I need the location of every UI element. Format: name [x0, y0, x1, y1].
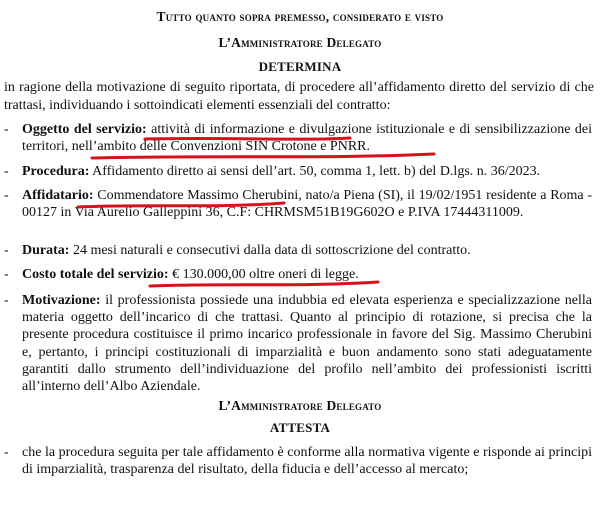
item-label: Durata: [22, 243, 70, 258]
item-text: Affidamento diretto ai sensi dell’art. 50, comma 1, lett. b) del D.lgs. n. 36/2023. [89, 164, 541, 179]
list-dash: - [4, 122, 9, 137]
heading-premesso: Tutto quanto sopra premesso, considerato e visto [156, 9, 444, 24]
list-item-oggetto [4, 121, 594, 157]
list-dash: - [4, 243, 9, 258]
list-item-procedura [4, 163, 594, 181]
list-item-durata [4, 242, 594, 260]
intro-paragraph: in ragione della motivazione di seguito riportata, di procedere all’affidamento diretto del servizio di che trattasi, individuando i sottoindicati elementi essenziali del contratto: [4, 80, 594, 113]
item-text: il professionista possiede una indubbia ed elevata esperienza e specializzazione nella materia oggetto dell’incarico di che trattasi. Quanto al principio di rotazione, si precisa che la presente procedura costituisce il primo incarico professionale in favore del Sig. Massimo Cherubini e, pertanto, i principi costituzionali di imparzialità e buon andamento sono stati adeguatamente garantiti dallo strumento dell’individuazione del profilo nell’ambito dei professionisti iscritti all’interno dell’Albo Aziendale. [22, 293, 592, 395]
list-dash: - [4, 267, 9, 282]
item-label: Procedura: [22, 164, 90, 179]
list-item-motivazione [4, 292, 594, 395]
item-text: Commendatore Massimo Cherubini, nato/a Piena (SI), il 19/02/1951 residente a Roma - 00127 in Via Aurelio Galleppini 36, C.F: CHRMSM51B19G602O e P.IVA 17444311009. [22, 188, 592, 221]
item-text: attività di informazione e divulgazione istituzionale e di sensibilizzazione dei territori, nell’ambito delle Convenzioni SIN Crotone e PNRR. [22, 122, 593, 155]
item-text: € 130.000,00 oltre oneri di legge. [168, 267, 359, 282]
item-text: 24 mesi naturali e consecutivi dalla data di sottoscrizione del contratto. [69, 243, 471, 258]
list-dash: - [4, 188, 9, 203]
list-dash: - [4, 293, 9, 308]
heading-amministratore: L’Amministratore Delegato [218, 35, 382, 50]
heading-amministratore-2: L’Amministratore Delegato [218, 398, 382, 413]
heading-attesta: ATTESTA [269, 420, 331, 435]
heading-determina: DETERMINA [258, 59, 342, 74]
item-label: Oggetto del servizio: [22, 122, 147, 137]
item-label: Costo totale del servizio: [22, 267, 169, 282]
list-item-attesta [4, 444, 594, 484]
list-item-costo [4, 266, 594, 284]
list-item-affidatario [4, 187, 594, 241]
attesta-text: che la procedura seguita per tale affidamento è conforme alla normativa vigente e risponde ai principi di imparzialità, trasparenza del risultato, della fiducia e dell’accesso al mercato; [22, 445, 592, 478]
list-dash: - [4, 164, 9, 179]
list-dash: - [4, 445, 9, 460]
item-label: Affidatario: [22, 188, 94, 203]
item-label: Motivazione: [22, 293, 101, 308]
